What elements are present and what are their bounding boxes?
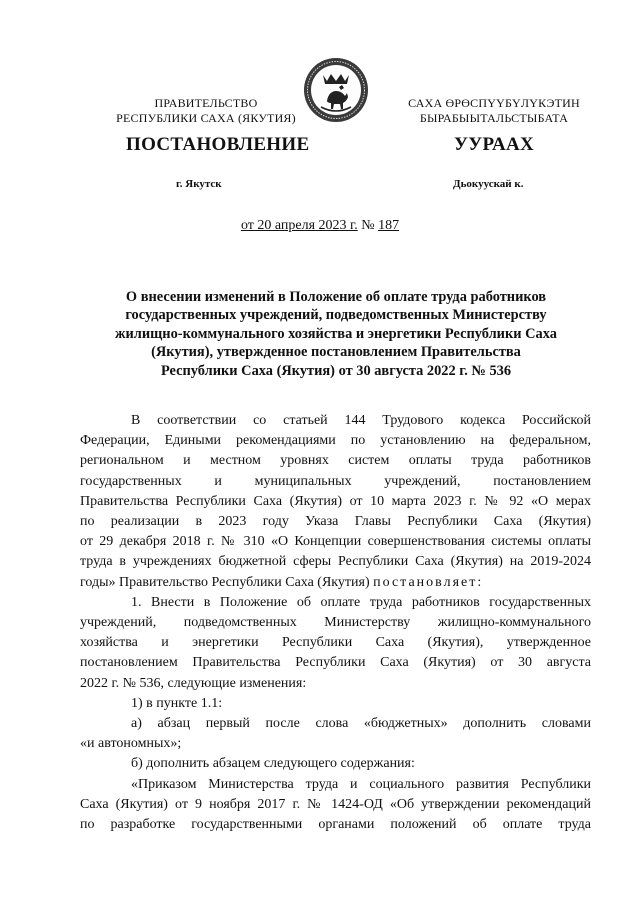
city-ru: г. Якутск [176, 178, 222, 190]
resolution-word: постановляет: [373, 574, 484, 590]
document-title: О внесении изменений в Положение об оплате труда работников государственных учреждений, подведомственных Министерству жилищно-коммунального хозяйства и энергетики Республики Саха (Якутия), утвержденное постановлением Правительства Республики Саха (Якутия) от 30 августа 2022 г. № 536 [115, 289, 557, 379]
body-line: труда в учреждениях бюджетной сферы Республики Саха (Якутия) на 2019-2024 [80, 554, 591, 570]
header-right-line1: САХА ӨРӨСПҮҮБҮЛҮКЭТИН [408, 96, 580, 110]
header-left-line2: РЕСПУБЛИКИ САХА (ЯКУТИЯ) [116, 111, 296, 125]
body-line: по реализации в 2023 году Указа Главы Республики Саха (Якутия) [80, 514, 591, 530]
body-line: региональном и местном уровнях систем оплаты труда работников [80, 453, 591, 469]
header-left-line1: ПРАВИТЕЛЬСТВО [154, 96, 258, 110]
body-line: Саха (Якутия) от 9 ноября 2017 г. № 1424-ОД «Об утверждении рекомендаций [80, 796, 591, 812]
date-number-line [0, 218, 640, 234]
doc-type-sakha: УУРААХ [454, 134, 535, 155]
body-line: по разработке государственными органами положений об оплате труда [80, 817, 591, 833]
body-line: постановлением Правительства Республики Саха (Якутия) от 30 августа [80, 655, 591, 671]
body-text: годы» Правительство Республики Саха (Якутия) [80, 574, 370, 590]
header-right-line2: БЫРАБЫЫТАЛЬСТЫБАТА [419, 111, 569, 125]
city-sakha: Дьокуускай к. [453, 178, 524, 190]
header-right [384, 96, 604, 126]
body-line: В соответствии со статьей 144 Трудового кодекса Российской [131, 413, 591, 428]
body-line: Правительства Республики Саха (Якутия) от 10 марта 2023 г. № 92 «О мерах [80, 493, 591, 509]
body-line: а) абзац первый после слова «бюджетных» дополнить словами [131, 716, 591, 732]
body-line: «Приказом Министерства труда и социального развития Республики [131, 776, 591, 792]
document-number: 187 [378, 218, 400, 233]
body-line: 2022 г. № 536, следующие изменения: [80, 675, 307, 691]
body-line: государственных и муниципальных учреждений, постановлением [80, 473, 591, 489]
coat-of-arms-emblem [303, 57, 369, 123]
body-line [80, 573, 591, 593]
body-line: хозяйства и энергетики Республики Саха (Якутия), утвержденное [80, 635, 591, 651]
body-line: учреждений, подведомственных Министерству жилищно-коммунального [80, 615, 591, 631]
body-line: 1. Внести в Положение об оплате труда работников государственных [131, 594, 591, 610]
body-line: 1) в пункте 1.1: [131, 695, 223, 711]
body-line: «и автономных»; [80, 736, 182, 752]
body-line: Федерации, Едиными рекомендациями по установлению на федеральном, [80, 433, 591, 449]
document-body [80, 411, 591, 835]
document-date: от 20 апреля 2023 г. [240, 218, 358, 233]
body-line: б) дополнить абзацем следующего содержания: [131, 756, 415, 772]
doc-type-ru: ПОСТАНОВЛЕНИЕ [126, 134, 310, 155]
header-left [96, 96, 316, 126]
body-line: от 29 декабря 2018 г. № 310 «О Концепции совершенствования системы оплаты [80, 534, 591, 550]
number-sign: № [361, 218, 375, 233]
